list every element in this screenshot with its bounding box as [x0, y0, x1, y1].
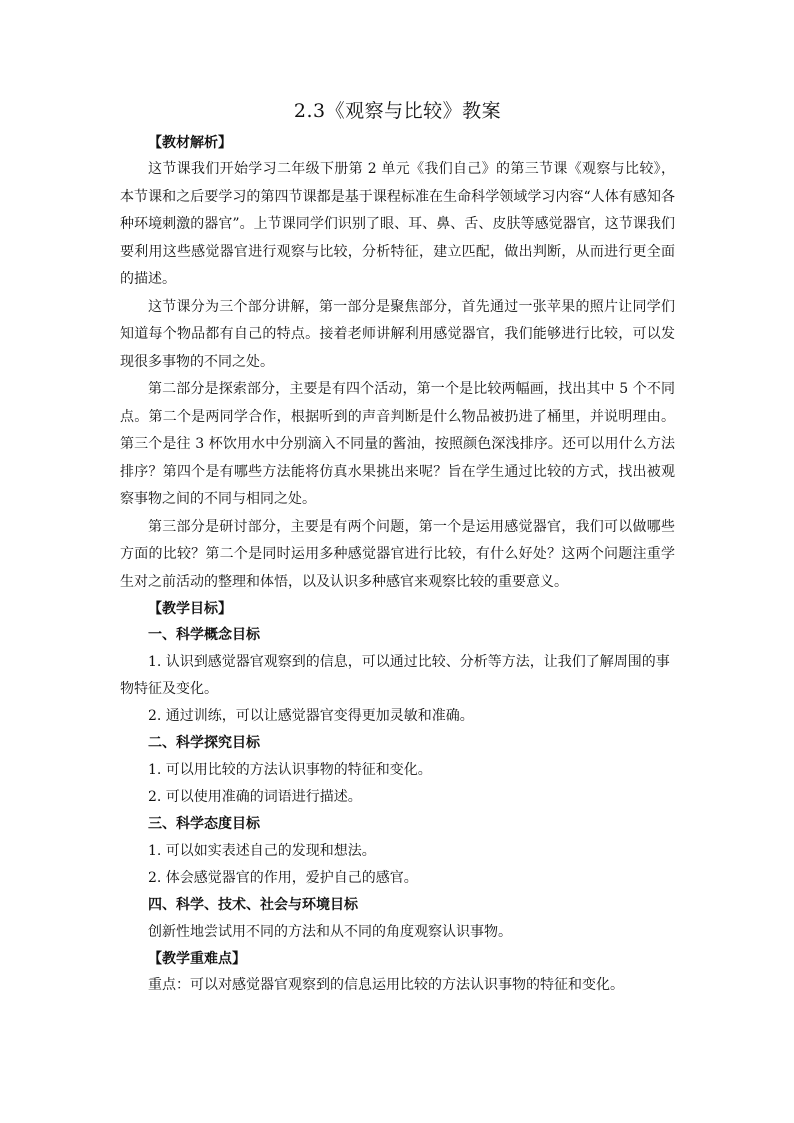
document-page [120, 96, 675, 999]
analysis-paragraph-2: 这节课分为三个部分讲解，第一部分是聚焦部分，首先通过一张苹果的照片让同学们知道每个物品都有自己的特点。接着老师讲解利用感觉器官，我们能够进行比较，可以发现很多事物的不同之处。 [120, 298, 675, 370]
analysis-paragraph-3: 第二部分是探索部分，主要是有四个活动，第一个是比较两幅画，找出其中 5 个不同点。第二个是两同学合作，根据听到的声音判断是什么物品被扔进了桶里，并说明理由。第三个是往 3 杯饮用水中分别滴入不同量的酱油，按照颜色深浅排序。还可以用什么方法排序？第四个是有哪些方法能将仿真水果挑出来呢？旨在学生通过比较的方式，找出被观察事物之间的不同与相同之处。 [120, 381, 675, 507]
document-title: 2.3《观察与比较》教案 [293, 100, 502, 122]
goal-attitude-item-1: 1. 可以如实表述自己的发现和想法。 [148, 843, 376, 859]
goal-attitude-heading: 三、科学态度目标 [148, 816, 260, 832]
section-heading-keypoints: 【教学重难点】 [148, 951, 246, 967]
section-heading-analysis: 【教材解析】 [148, 135, 232, 151]
goal-concept-item-1: 1. 认识到感觉器官观察到的信息，可以通过比较、分析等方法，让我们了解周围的事物特征及变化。 [120, 654, 670, 697]
analysis-paragraph-1: 这节课我们开始学习二年级下册第 2 单元《我们自己》的第三节课《观察与比较》，本节课和之后要学习的第四节课都是基于课程标准在生命科学领域学习内容“人体有感知各种环境刺激的器官”。上节课同学们识别了眼、耳、鼻、舌、皮肤等感觉器官，这节课我们要利用这些感觉器官进行观察与比较，分析特征，建立匹配，做出判断，从而进行更全面的描述。 [120, 161, 675, 287]
goal-inquiry-heading: 二、科学探究目标 [148, 735, 260, 751]
goal-attitude-item-2: 2. 体会感觉器官的作用，爱护自己的感官。 [148, 870, 418, 886]
goal-inquiry-item-1: 1. 可以用比较的方法认识事物的特征和变化。 [148, 762, 432, 778]
goal-inquiry-item-2: 2. 可以使用准确的词语进行描述。 [148, 789, 362, 805]
goal-sts-text: 创新性地尝试用不同的方法和从不同的角度观察认识事物。 [148, 924, 512, 940]
keypoint-text: 重点：可以对感觉器官观察到的信息运用比较的方法认识事物的特征和变化。 [148, 977, 624, 993]
analysis-paragraph-4: 第三部分是研讨部分，主要是有两个问题，第一个是运用感觉器官，我们可以做哪些方面的比较？第二个是同时运用多种感觉器官进行比较，有什么好处？这两个问题注重学生对之前活动的整理和体悟，以及认识多种感官来观察比较的重要意义。 [120, 518, 675, 590]
section-heading-goals: 【教学目标】 [148, 601, 232, 617]
goal-concept-item-2: 2. 通过训练，可以让感觉器官变得更加灵敏和准确。 [148, 708, 474, 724]
goal-concept-heading: 一、科学概念目标 [148, 627, 260, 643]
goal-sts-heading: 四、科学、技术、社会与环境目标 [148, 897, 358, 913]
